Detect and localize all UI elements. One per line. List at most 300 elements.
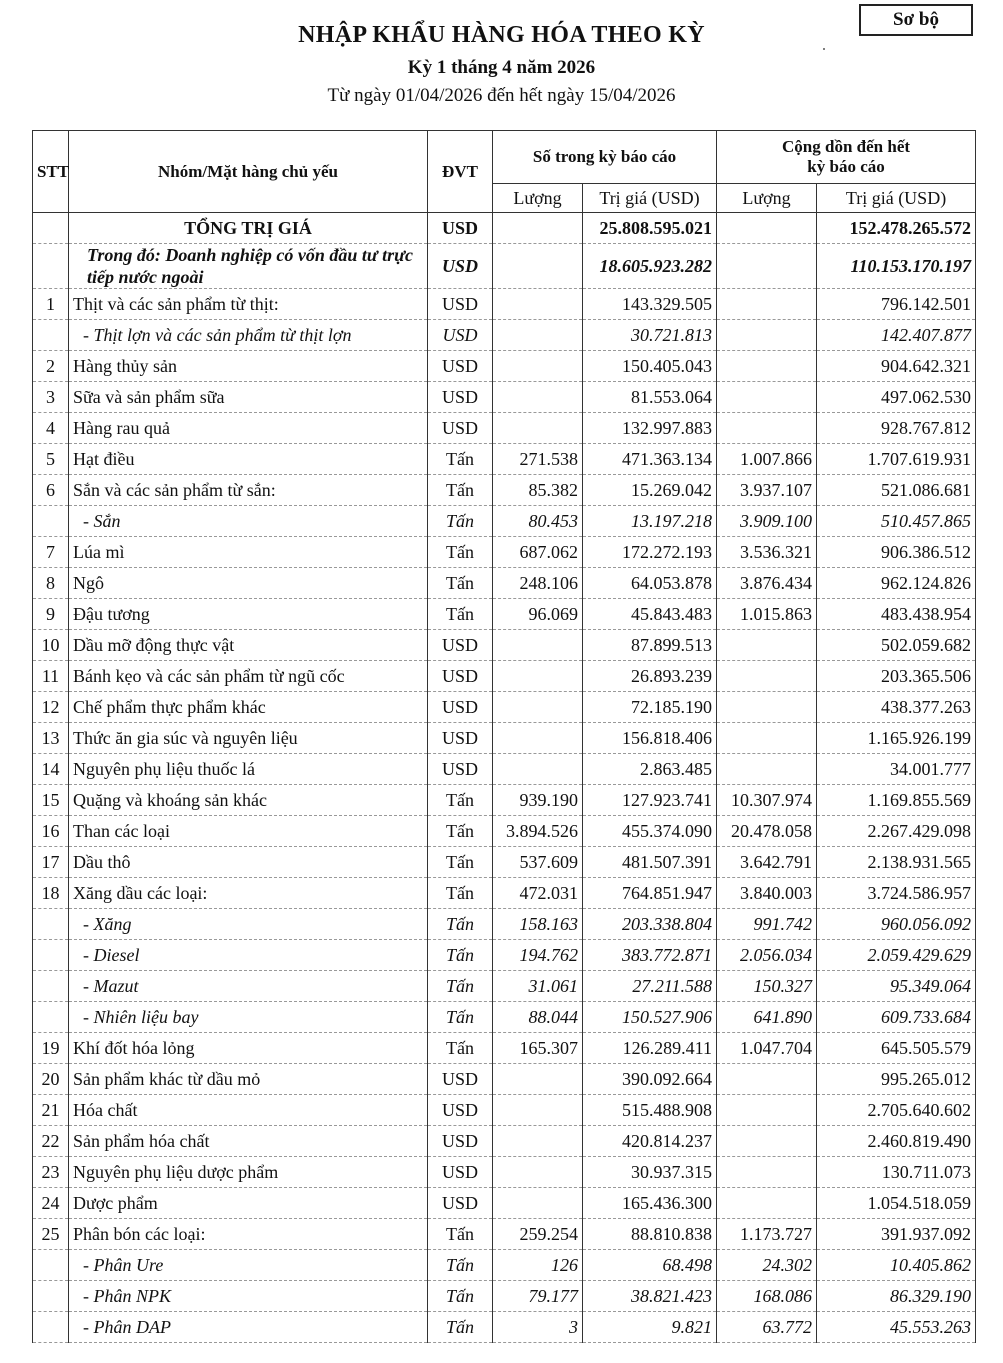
row-cumulative-value: 645.505.579 xyxy=(817,1033,976,1064)
header-cumulative-qty: Lượng xyxy=(717,184,817,213)
table-row xyxy=(33,1126,976,1157)
row-period-value: 26.893.239 xyxy=(583,661,717,692)
row-unit: USD xyxy=(428,213,493,244)
row-period-value: 81.553.064 xyxy=(583,382,717,413)
row-period-qty: 687.062 xyxy=(493,537,583,568)
row-name: Hàng rau quả xyxy=(69,413,428,444)
row-stt: 3 xyxy=(33,382,69,413)
row-period-qty xyxy=(493,692,583,723)
table-row xyxy=(33,878,976,909)
row-cumulative-qty: 24.302 xyxy=(717,1250,817,1281)
row-unit: Tấn xyxy=(428,878,493,909)
row-period-value: 515.488.908 xyxy=(583,1095,717,1126)
row-cumulative-qty: 991.742 xyxy=(717,909,817,940)
row-unit: USD xyxy=(428,244,493,289)
row-period-value: 383.772.871 xyxy=(583,940,717,971)
row-period-qty xyxy=(493,1188,583,1219)
row-period-qty xyxy=(493,244,583,289)
row-stt: 12 xyxy=(33,692,69,723)
row-stt: 17 xyxy=(33,847,69,878)
row-unit: USD xyxy=(428,1064,493,1095)
row-unit: Tấn xyxy=(428,847,493,878)
table-row xyxy=(33,351,976,382)
row-name: Sản phẩm hóa chất xyxy=(69,1126,428,1157)
row-cumulative-value: 1.165.926.199 xyxy=(817,723,976,754)
row-period-qty xyxy=(493,1157,583,1188)
row-unit: Tấn xyxy=(428,537,493,568)
row-name: Trong đó: Doanh nghiệp có vốn đầu tư trực tiếp nước ngoài xyxy=(69,244,428,289)
row-period-qty xyxy=(493,1095,583,1126)
row-cumulative-qty: 1.007.866 xyxy=(717,444,817,475)
row-cumulative-value: 3.724.586.957 xyxy=(817,878,976,909)
row-period-qty xyxy=(493,289,583,320)
row-period-value: 132.997.883 xyxy=(583,413,717,444)
row-name: Hàng thủy sản xyxy=(69,351,428,382)
row-cumulative-value: 502.059.682 xyxy=(817,630,976,661)
row-period-qty: 96.069 xyxy=(493,599,583,630)
row-name: Dược phẩm xyxy=(69,1188,428,1219)
table-row xyxy=(33,754,976,785)
table-row xyxy=(33,382,976,413)
row-stt xyxy=(33,940,69,971)
row-period-qty xyxy=(493,382,583,413)
row-unit: USD xyxy=(428,661,493,692)
table-row xyxy=(33,475,976,506)
row-stt: 20 xyxy=(33,1064,69,1095)
row-unit: Tấn xyxy=(428,444,493,475)
row-stt: 11 xyxy=(33,661,69,692)
row-unit: USD xyxy=(428,413,493,444)
row-name: Than các loại xyxy=(69,816,428,847)
row-period-qty: 88.044 xyxy=(493,1002,583,1033)
report-period: Từ ngày 01/04/2026 đến hết ngày 15/04/2026 xyxy=(327,85,676,106)
row-cumulative-qty: 3.937.107 xyxy=(717,475,817,506)
row-unit: Tấn xyxy=(428,1033,493,1064)
row-period-value: 2.863.485 xyxy=(583,754,717,785)
row-unit: USD xyxy=(428,351,493,382)
row-unit: Tấn xyxy=(428,1281,493,1312)
header-cumulative-line1: Cộng dồn đến hết xyxy=(782,137,911,156)
row-cumulative-qty: 641.890 xyxy=(717,1002,817,1033)
row-stt xyxy=(33,1312,69,1343)
header-cumulative-line2: kỳ báo cáo xyxy=(807,157,885,176)
row-name: Phân bón các loại: xyxy=(69,1219,428,1250)
row-stt xyxy=(33,1250,69,1281)
table-body xyxy=(33,213,976,1343)
row-cumulative-qty xyxy=(717,213,817,244)
row-name: Nguyên phụ liệu dược phẩm xyxy=(69,1157,428,1188)
row-name: Lúa mì xyxy=(69,537,428,568)
row-cumulative-qty: 2.056.034 xyxy=(717,940,817,971)
row-cumulative-qty xyxy=(717,661,817,692)
row-cumulative-value: 10.405.862 xyxy=(817,1250,976,1281)
row-period-qty: 3.894.526 xyxy=(493,816,583,847)
row-unit: USD xyxy=(428,382,493,413)
row-cumulative-value: 2.267.429.098 xyxy=(817,816,976,847)
row-unit: Tấn xyxy=(428,568,493,599)
table-row xyxy=(33,413,976,444)
row-cumulative-value: 928.767.812 xyxy=(817,413,976,444)
row-cumulative-qty xyxy=(717,1095,817,1126)
row-cumulative-qty: 1.015.863 xyxy=(717,599,817,630)
row-period-value: 72.185.190 xyxy=(583,692,717,723)
row-unit: USD xyxy=(428,692,493,723)
row-cumulative-qty xyxy=(717,1126,817,1157)
row-cumulative-value: 1.054.518.059 xyxy=(817,1188,976,1219)
row-cumulative-value: 497.062.530 xyxy=(817,382,976,413)
row-name: Dầu thô xyxy=(69,847,428,878)
row-cumulative-value: 2.460.819.490 xyxy=(817,1126,976,1157)
row-cumulative-value: 960.056.092 xyxy=(817,909,976,940)
row-name: Thịt và các sản phẩm từ thịt: xyxy=(69,289,428,320)
row-name: Ngô xyxy=(69,568,428,599)
row-period-value: 471.363.134 xyxy=(583,444,717,475)
row-period-value: 15.269.042 xyxy=(583,475,717,506)
header-unit: ĐVT xyxy=(428,131,493,213)
row-period-value: 18.605.923.282 xyxy=(583,244,717,289)
table-row xyxy=(33,1095,976,1126)
row-period-value: 203.338.804 xyxy=(583,909,717,940)
table-row xyxy=(33,537,976,568)
row-cumulative-value: 95.349.064 xyxy=(817,971,976,1002)
table-row xyxy=(33,1250,976,1281)
row-period-qty: 248.106 xyxy=(493,568,583,599)
row-stt xyxy=(33,213,69,244)
row-cumulative-value: 521.086.681 xyxy=(817,475,976,506)
row-period-qty: 537.609 xyxy=(493,847,583,878)
row-cumulative-qty xyxy=(717,289,817,320)
row-period-value: 156.818.406 xyxy=(583,723,717,754)
table-row xyxy=(33,1188,976,1219)
speck-mark xyxy=(823,48,825,50)
row-stt: 13 xyxy=(33,723,69,754)
row-period-value: 68.498 xyxy=(583,1250,717,1281)
row-cumulative-qty xyxy=(717,244,817,289)
row-cumulative-qty xyxy=(717,692,817,723)
row-cumulative-qty: 3.642.791 xyxy=(717,847,817,878)
row-period-value: 27.211.588 xyxy=(583,971,717,1002)
row-period-value: 64.053.878 xyxy=(583,568,717,599)
row-unit: USD xyxy=(428,1188,493,1219)
row-stt: 9 xyxy=(33,599,69,630)
row-unit: Tấn xyxy=(428,1312,493,1343)
row-stt: 23 xyxy=(33,1157,69,1188)
table-row xyxy=(33,1064,976,1095)
row-stt: 7 xyxy=(33,537,69,568)
row-stt: 19 xyxy=(33,1033,69,1064)
row-unit: USD xyxy=(428,320,493,351)
row-period-value: 455.374.090 xyxy=(583,816,717,847)
row-name: Chế phẩm thực phẩm khác xyxy=(69,692,428,723)
row-period-value: 88.810.838 xyxy=(583,1219,717,1250)
row-cumulative-value: 86.329.190 xyxy=(817,1281,976,1312)
row-name: Đậu tương xyxy=(69,599,428,630)
row-cumulative-value: 796.142.501 xyxy=(817,289,976,320)
row-period-value: 420.814.237 xyxy=(583,1126,717,1157)
row-cumulative-value: 2.138.931.565 xyxy=(817,847,976,878)
row-name: Quặng và khoáng sản khác xyxy=(69,785,428,816)
row-unit: USD xyxy=(428,630,493,661)
row-unit: Tấn xyxy=(428,1002,493,1033)
row-name: Xăng dầu các loại: xyxy=(69,878,428,909)
row-stt: 4 xyxy=(33,413,69,444)
row-period-value: 13.197.218 xyxy=(583,506,717,537)
row-cumulative-value: 34.001.777 xyxy=(817,754,976,785)
table-row xyxy=(33,909,976,940)
row-period-qty xyxy=(493,413,583,444)
row-period-qty xyxy=(493,630,583,661)
table-row xyxy=(33,568,976,599)
row-cumulative-qty: 150.327 xyxy=(717,971,817,1002)
row-unit: USD xyxy=(428,289,493,320)
row-unit: USD xyxy=(428,754,493,785)
row-unit: Tấn xyxy=(428,816,493,847)
row-stt xyxy=(33,971,69,1002)
row-cumulative-qty: 20.478.058 xyxy=(717,816,817,847)
row-cumulative-value: 130.711.073 xyxy=(817,1157,976,1188)
row-period-value: 38.821.423 xyxy=(583,1281,717,1312)
row-stt xyxy=(33,909,69,940)
row-name: Hạt điều xyxy=(69,444,428,475)
row-name: - Xăng xyxy=(69,909,428,940)
row-unit: Tấn xyxy=(428,940,493,971)
table-row xyxy=(33,661,976,692)
row-name: Sắn và các sản phẩm từ sắn: xyxy=(69,475,428,506)
table-row xyxy=(33,289,976,320)
row-name: - Mazut xyxy=(69,971,428,1002)
row-period-qty xyxy=(493,213,583,244)
row-period-qty xyxy=(493,723,583,754)
row-stt xyxy=(33,244,69,289)
table-row xyxy=(33,940,976,971)
page-title: NHẬP KHẨU HÀNG HÓA THEO KỲ xyxy=(298,22,705,48)
row-period-value: 165.436.300 xyxy=(583,1188,717,1219)
table-row xyxy=(33,599,976,630)
row-stt xyxy=(33,320,69,351)
row-cumulative-value: 510.457.865 xyxy=(817,506,976,537)
row-stt xyxy=(33,1281,69,1312)
row-cumulative-qty xyxy=(717,320,817,351)
row-stt: 15 xyxy=(33,785,69,816)
row-cumulative-value: 2.705.640.602 xyxy=(817,1095,976,1126)
row-period-qty xyxy=(493,1126,583,1157)
row-name: - Thịt lợn và các sản phẩm từ thịt lợn xyxy=(69,320,428,351)
row-period-value: 25.808.595.021 xyxy=(583,213,717,244)
table-row xyxy=(33,1281,976,1312)
row-cumulative-qty: 10.307.974 xyxy=(717,785,817,816)
row-unit: USD xyxy=(428,1126,493,1157)
row-period-value: 764.851.947 xyxy=(583,878,717,909)
import-table xyxy=(32,130,976,1343)
row-cumulative-value: 142.407.877 xyxy=(817,320,976,351)
table-row xyxy=(33,506,976,537)
row-period-value: 87.899.513 xyxy=(583,630,717,661)
table-row xyxy=(33,816,976,847)
row-stt: 1 xyxy=(33,289,69,320)
row-period-value: 143.329.505 xyxy=(583,289,717,320)
row-cumulative-value: 152.478.265.572 xyxy=(817,213,976,244)
table-row xyxy=(33,785,976,816)
row-period-value: 150.405.043 xyxy=(583,351,717,382)
row-cumulative-value: 609.733.684 xyxy=(817,1002,976,1033)
row-cumulative-value: 995.265.012 xyxy=(817,1064,976,1095)
row-cumulative-qty xyxy=(717,1064,817,1095)
table-row xyxy=(33,444,976,475)
row-cumulative-qty: 63.772 xyxy=(717,1312,817,1343)
header-stt: STT xyxy=(33,131,69,213)
row-name: - Phân Ure xyxy=(69,1250,428,1281)
row-period-qty: 271.538 xyxy=(493,444,583,475)
row-cumulative-qty: 3.536.321 xyxy=(717,537,817,568)
row-cumulative-value: 110.153.170.197 xyxy=(817,244,976,289)
row-name: - Nhiên liệu bay xyxy=(69,1002,428,1033)
table-row xyxy=(33,1219,976,1250)
row-stt: 25 xyxy=(33,1219,69,1250)
row-stt: 5 xyxy=(33,444,69,475)
row-period-qty: 79.177 xyxy=(493,1281,583,1312)
table-row xyxy=(33,244,976,289)
row-unit: USD xyxy=(428,1157,493,1188)
row-unit: Tấn xyxy=(428,971,493,1002)
row-unit: USD xyxy=(428,723,493,754)
row-period-qty: 472.031 xyxy=(493,878,583,909)
row-period-qty xyxy=(493,754,583,785)
row-unit: USD xyxy=(428,1095,493,1126)
row-name: Hóa chất xyxy=(69,1095,428,1126)
row-stt: 14 xyxy=(33,754,69,785)
table-row xyxy=(33,692,976,723)
row-cumulative-value: 483.438.954 xyxy=(817,599,976,630)
row-name: TỔNG TRỊ GIÁ xyxy=(69,213,428,244)
table-row xyxy=(33,1033,976,1064)
row-period-qty xyxy=(493,320,583,351)
row-name: Thức ăn gia súc và nguyên liệu xyxy=(69,723,428,754)
row-period-value: 126.289.411 xyxy=(583,1033,717,1064)
row-unit: Tấn xyxy=(428,909,493,940)
row-name: Dầu mỡ động thực vật xyxy=(69,630,428,661)
row-period-value: 481.507.391 xyxy=(583,847,717,878)
row-cumulative-qty: 1.173.727 xyxy=(717,1219,817,1250)
row-cumulative-qty xyxy=(717,351,817,382)
header-period-value: Trị giá (USD) xyxy=(583,184,717,213)
row-period-qty: 165.307 xyxy=(493,1033,583,1064)
row-unit: Tấn xyxy=(428,506,493,537)
row-name: - Diesel xyxy=(69,940,428,971)
row-name: Sản phẩm khác từ dầu mỏ xyxy=(69,1064,428,1095)
row-cumulative-qty xyxy=(717,1157,817,1188)
header-name: Nhóm/Mặt hàng chủ yếu xyxy=(69,131,428,213)
row-cumulative-qty xyxy=(717,754,817,785)
row-period-value: 30.721.813 xyxy=(583,320,717,351)
row-unit: Tấn xyxy=(428,475,493,506)
row-cumulative-value: 1.169.855.569 xyxy=(817,785,976,816)
row-cumulative-value: 391.937.092 xyxy=(817,1219,976,1250)
row-period-value: 172.272.193 xyxy=(583,537,717,568)
row-stt: 22 xyxy=(33,1126,69,1157)
row-cumulative-qty xyxy=(717,413,817,444)
row-period-qty xyxy=(493,661,583,692)
row-period-qty: 3 xyxy=(493,1312,583,1343)
row-name: Khí đốt hóa lỏng xyxy=(69,1033,428,1064)
row-stt: 6 xyxy=(33,475,69,506)
table-header xyxy=(33,131,976,213)
row-period-value: 9.821 xyxy=(583,1312,717,1343)
row-period-value: 30.937.315 xyxy=(583,1157,717,1188)
table-row xyxy=(33,630,976,661)
table-row xyxy=(33,1002,976,1033)
table-row xyxy=(33,1157,976,1188)
row-cumulative-value: 203.365.506 xyxy=(817,661,976,692)
table-row xyxy=(33,320,976,351)
row-cumulative-qty xyxy=(717,1188,817,1219)
row-stt: 21 xyxy=(33,1095,69,1126)
row-period-qty xyxy=(493,1064,583,1095)
row-name: - Phân NPK xyxy=(69,1281,428,1312)
row-stt: 8 xyxy=(33,568,69,599)
row-period-qty: 259.254 xyxy=(493,1219,583,1250)
row-period-value: 127.923.741 xyxy=(583,785,717,816)
page-subtitle: Kỳ 1 tháng 4 năm 2026 xyxy=(407,57,596,78)
header-cumulative-value: Trị giá (USD) xyxy=(817,184,976,213)
row-stt: 24 xyxy=(33,1188,69,1219)
row-cumulative-qty xyxy=(717,630,817,661)
row-period-value: 45.843.483 xyxy=(583,599,717,630)
row-period-qty: 939.190 xyxy=(493,785,583,816)
row-name: Sữa và sản phẩm sữa xyxy=(69,382,428,413)
row-unit: Tấn xyxy=(428,1219,493,1250)
row-stt: 16 xyxy=(33,816,69,847)
row-cumulative-value: 906.386.512 xyxy=(817,537,976,568)
row-period-qty: 158.163 xyxy=(493,909,583,940)
header-period-qty: Lượng xyxy=(493,184,583,213)
row-cumulative-qty: 1.047.704 xyxy=(717,1033,817,1064)
table-row xyxy=(33,723,976,754)
row-cumulative-qty: 3.876.434 xyxy=(717,568,817,599)
header-cumulative-group xyxy=(717,131,976,184)
row-period-qty: 194.762 xyxy=(493,940,583,971)
table-row xyxy=(33,847,976,878)
row-cumulative-value: 438.377.263 xyxy=(817,692,976,723)
row-cumulative-qty: 168.086 xyxy=(717,1281,817,1312)
row-cumulative-qty: 3.909.100 xyxy=(717,506,817,537)
preliminary-badge: Sơ bộ xyxy=(859,4,973,36)
row-cumulative-qty xyxy=(717,382,817,413)
row-name: - Sắn xyxy=(69,506,428,537)
row-stt: 10 xyxy=(33,630,69,661)
row-cumulative-value: 1.707.619.931 xyxy=(817,444,976,475)
row-stt: 2 xyxy=(33,351,69,382)
row-period-qty: 80.453 xyxy=(493,506,583,537)
row-unit: Tấn xyxy=(428,785,493,816)
row-period-value: 150.527.906 xyxy=(583,1002,717,1033)
table-row xyxy=(33,1312,976,1343)
row-name: Bánh kẹo và các sản phẩm từ ngũ cốc xyxy=(69,661,428,692)
row-period-value: 390.092.664 xyxy=(583,1064,717,1095)
row-cumulative-qty xyxy=(717,723,817,754)
row-stt: 18 xyxy=(33,878,69,909)
row-unit: Tấn xyxy=(428,1250,493,1281)
row-period-qty xyxy=(493,351,583,382)
table-row xyxy=(33,971,976,1002)
row-period-qty: 126 xyxy=(493,1250,583,1281)
row-cumulative-value: 904.642.321 xyxy=(817,351,976,382)
row-stt xyxy=(33,506,69,537)
row-cumulative-value: 2.059.429.629 xyxy=(817,940,976,971)
row-cumulative-value: 45.553.263 xyxy=(817,1312,976,1343)
row-period-qty: 31.061 xyxy=(493,971,583,1002)
header-period-group: Số trong kỳ báo cáo xyxy=(493,131,717,184)
table-row xyxy=(33,213,976,244)
